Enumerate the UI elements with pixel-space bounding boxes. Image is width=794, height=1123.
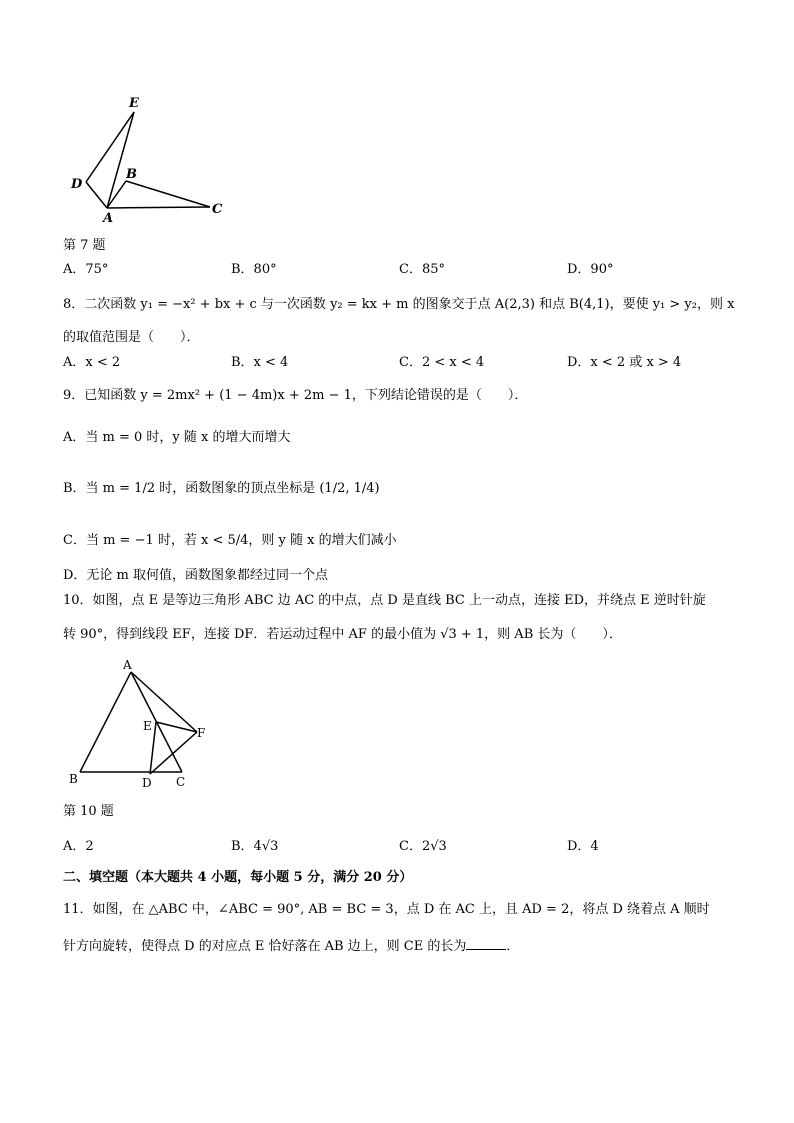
q10-stem-line1: 10．如图，点 E 是等边三角形 ABC 边 AC 的中点，点 D 是直线 BC 上一动点，连接 ED，并绕点 E 逆时针旋 [63,593,706,608]
q10-option-d: D．4 [567,839,599,854]
q9-option-a: A．当 m = 0 时，y 随 x 的增大而增大 [63,430,291,445]
q7-option-b: B．80° [231,262,277,277]
q11-stem-line2-text: 针方向旋转，使得点 D 的对应点 E 恰好落在 AB 边上，则 CE 的长为 [63,939,467,954]
q9-option-b: B．当 m = 1/2 时，函数图象的顶点坐标是 (1/2, 1/4) [63,481,380,496]
point-label-a: A [123,658,132,672]
point-label-a: A [103,211,114,226]
q7-option-c: C．85° [399,262,445,277]
section-heading-fill-in: 二、填空题（本大题共 4 小题，每小题 5 分，满分 20 分） [63,870,413,885]
point-label-e: E [143,719,152,733]
point-label-b: B [126,167,137,182]
point-label-c: C [212,202,223,217]
q11-stem-line2-end: ． [506,939,520,954]
q8-option-c: C．2 < x < 4 [399,355,485,370]
q8-option-b: B．x < 4 [231,355,289,370]
q9-option-c: C．当 m = −1 时，若 x < 5/4，则 y 随 x 的增大们减小 [63,533,397,548]
q11-stem-line2 [63,937,519,953]
q10-stem-line2: 转 90°，得到线段 EF，连接 DF．若运动过程中 AF 的最小值为 √3 + 1，则 AB 长为（ ）． [63,627,622,642]
point-label-e: E [129,96,139,111]
q9-stem: 9．已知函数 y = 2mx² + (1 − 4m)x + 2m − 1，下列结论错误的是（ ）． [63,388,528,403]
q7-option-a: A．75° [63,262,109,277]
point-label-c: C [176,775,186,789]
q8-stem-line2: 的取值范围是（ ）． [63,330,200,345]
q8-option-d: D．x < 2 或 x > 4 [567,355,682,370]
figure-10-caption: 第 10 题 [63,804,114,819]
q11-stem-line1: 11．如图，在 △ABC 中，∠ABC = 90°, AB = BC = 3，点 D 在 AC 上，且 AD = 2，将点 D 绕着点 A 顺时 [63,902,710,917]
point-label-d: D [142,776,152,790]
point-label-b: B [69,772,78,786]
q7-option-d: D．90° [567,262,614,277]
figure-7-caption: 第 7 题 [63,238,106,253]
figure-7-diagram [60,90,240,230]
q10-option-a: A．2 [63,839,94,854]
q8-stem-line1: 8．二次函数 y₁ = −x² + bx + c 与一次函数 y₂ = kx + m 的图象交于点 A(2,3) 和点 B(4,1)，要使 y₁ > y₂，则 x [63,297,735,312]
q10-option-b: B．4√3 [231,839,279,854]
q8-option-a: A．x < 2 [63,355,121,370]
point-label-d: D [71,177,83,192]
q9-option-d: D．无论 m 取何值，函数图象都经过同一个点 [63,568,329,583]
q10-option-c: C．2√3 [399,839,447,854]
figure-10-diagram [60,655,220,795]
point-label-f: F [197,726,206,740]
q11-answer-blank[interactable] [466,937,506,950]
